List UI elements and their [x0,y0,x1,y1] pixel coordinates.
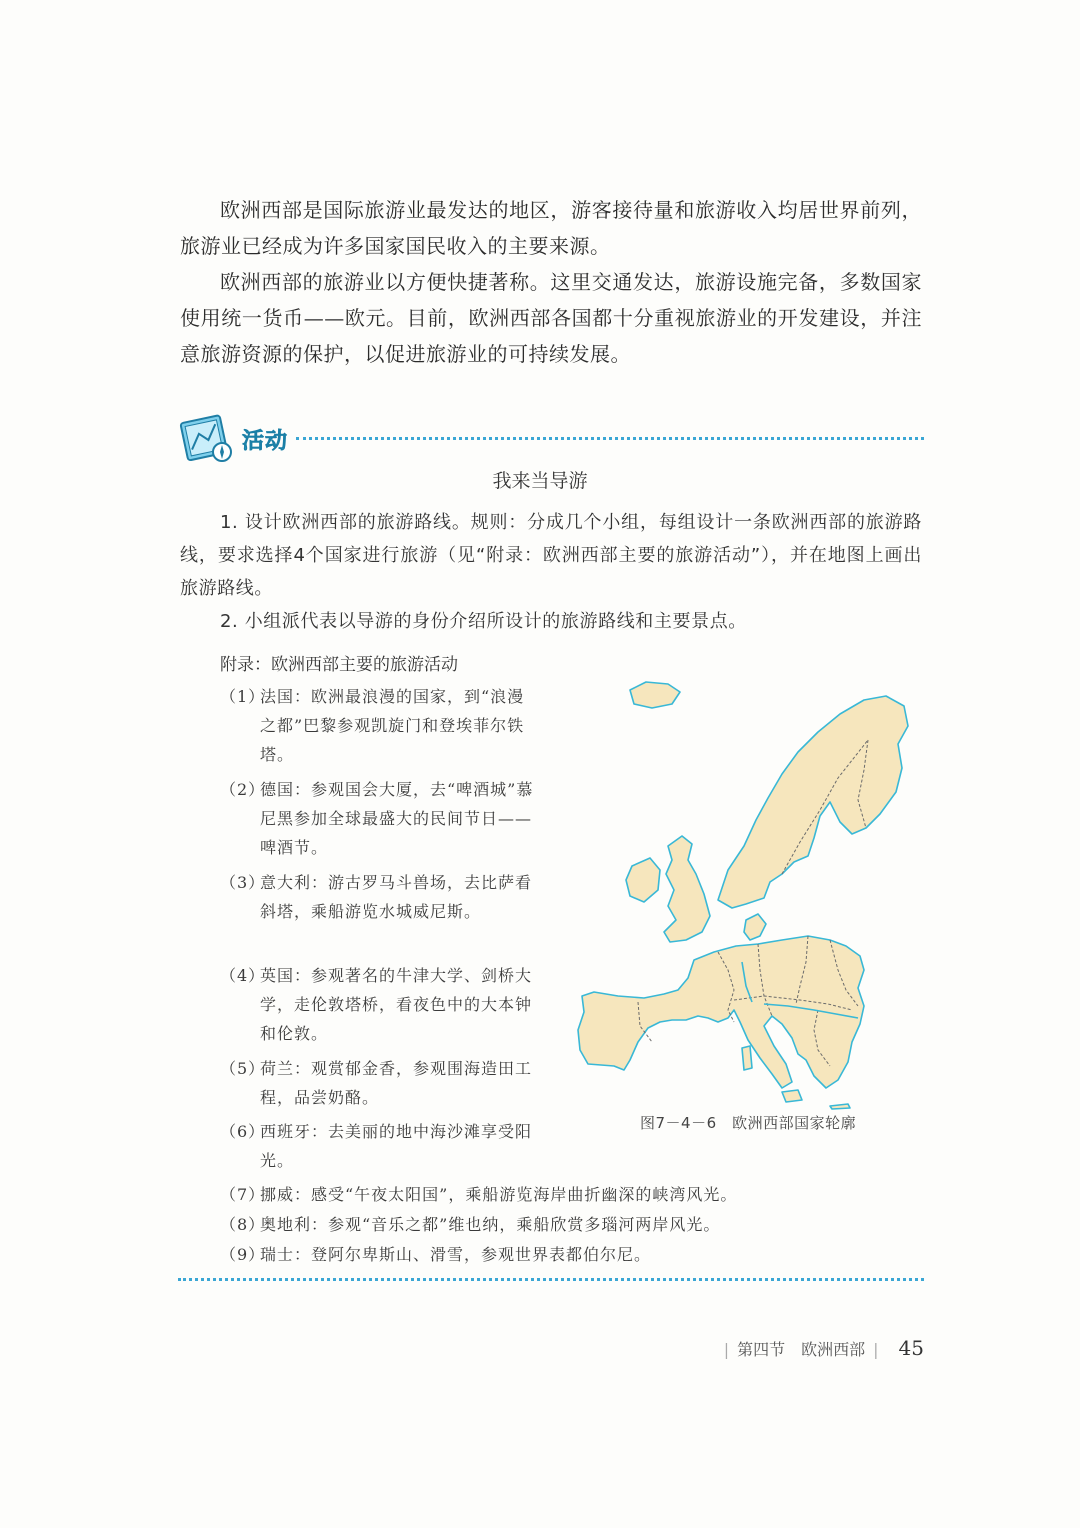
dotted-divider-bottom [178,1278,924,1281]
item-text: 德国：参观国会大厦，去“啤酒城”慕尼黑参加全球最盛大的民间节日——啤酒节。 [260,780,534,857]
page-footer [724,1336,924,1360]
item-number: （6） [220,1122,266,1141]
appendix-title: 附录：欧洲西部主要的旅游活动 [220,655,458,675]
item-text: 英国：参观著名的牛津大学、剑桥大学，走伦敦塔桥，看夜色中的大本钟和伦敦。 [260,966,533,1043]
map-crete [830,1104,850,1109]
western-europe-map [568,670,928,1110]
item-number: （9） [220,1245,266,1264]
item-text: 法国：欧洲最浪漫的国家，到“浪漫之都”巴黎参观凯旋门和登埃菲尔铁塔。 [260,687,525,764]
item-text: 荷兰：观赏郁金香，参观围海造田工程，品尝奶酪。 [260,1059,533,1107]
appendix-item-germany [220,775,538,862]
appendix-item-norway [220,1180,920,1209]
item-number: （7） [220,1185,266,1204]
item-text: 西班牙：去美丽的地中海沙滩享受阳光。 [260,1122,533,1170]
item-number: （2） [220,780,266,799]
appendix-item-uk [220,961,538,1048]
footer-separator-left: | [723,1340,730,1359]
appendix-item-france [220,682,538,769]
item-number: （5） [220,1059,266,1078]
appendix-item-spain [220,1117,538,1175]
footer-section: 第四节 欧洲西部 [737,1340,866,1359]
activity-task-2: 2. 小组派代表以导游的身份介绍所设计的旅游路线和主要景点。 [220,611,747,632]
map-iceland [630,682,680,708]
activity-label: 活动 [242,429,289,454]
map-sicily [782,1090,802,1102]
activity-task-1: 1. 设计欧洲西部的旅游路线。规则：分成几个小组，每组设计一条欧洲西部的旅游路线，要求选择4个国家进行旅游（见“附录：欧洲西部主要的旅游活动”），并在地图上画出旅游路线。 [180,512,922,599]
item-number: （4） [220,966,266,985]
activity-map-icon [178,410,238,466]
map-corsica-sardinia [742,1046,752,1070]
appendix-item-austria [220,1210,920,1239]
map-great-britain [664,836,710,942]
intro-paragraph-2: 欧洲西部的旅游业以方便快捷著称。这里交通发达，旅游设施完备，多数国家使用统一货币——欧元。目前，欧洲西部各国都十分重视旅游业的开发建设，并注意旅游资源的保护，以促进旅游业的可持续发展。 [180,270,922,366]
item-text: 意大利：游古罗马斗兽场，去比萨看斜塔，乘船游览水城威尼斯。 [260,873,533,921]
item-number: （3） [220,873,266,892]
appendix-item-italy [220,868,538,926]
item-text: 瑞士：登阿尔卑斯山、滑雪，参观世界表都伯尔尼。 [260,1245,652,1264]
footer-separator-right: | [873,1340,879,1359]
map-caption: 图7－4－6 欧洲西部国家轮廓 [640,1114,857,1132]
appendix-item-switzerland [220,1240,920,1269]
appendix-item-netherlands [220,1054,538,1112]
item-number: （8） [220,1215,266,1234]
dotted-divider-top [296,437,924,440]
item-text: 奥地利：参观“音乐之都”维也纳，乘船欣赏多瑙河两岸风光。 [260,1215,721,1234]
map-denmark [744,914,766,940]
map-ireland [626,858,660,902]
map-scandinavia [718,696,908,908]
item-text: 挪威：感受“午夜太阳国”，乘船游览海岸曲折幽深的峡湾风光。 [260,1185,738,1204]
activity-header [178,410,924,466]
page-number: 45 [898,1336,924,1360]
activity-title: 我来当导游 [492,470,588,492]
item-number: （1） [220,687,266,706]
intro-paragraph-1: 欧洲西部是国际旅游业最发达的地区，游客接待量和旅游收入均居世界前列，旅游业已经成为许多国家国民收入的主要来源。 [180,198,922,258]
